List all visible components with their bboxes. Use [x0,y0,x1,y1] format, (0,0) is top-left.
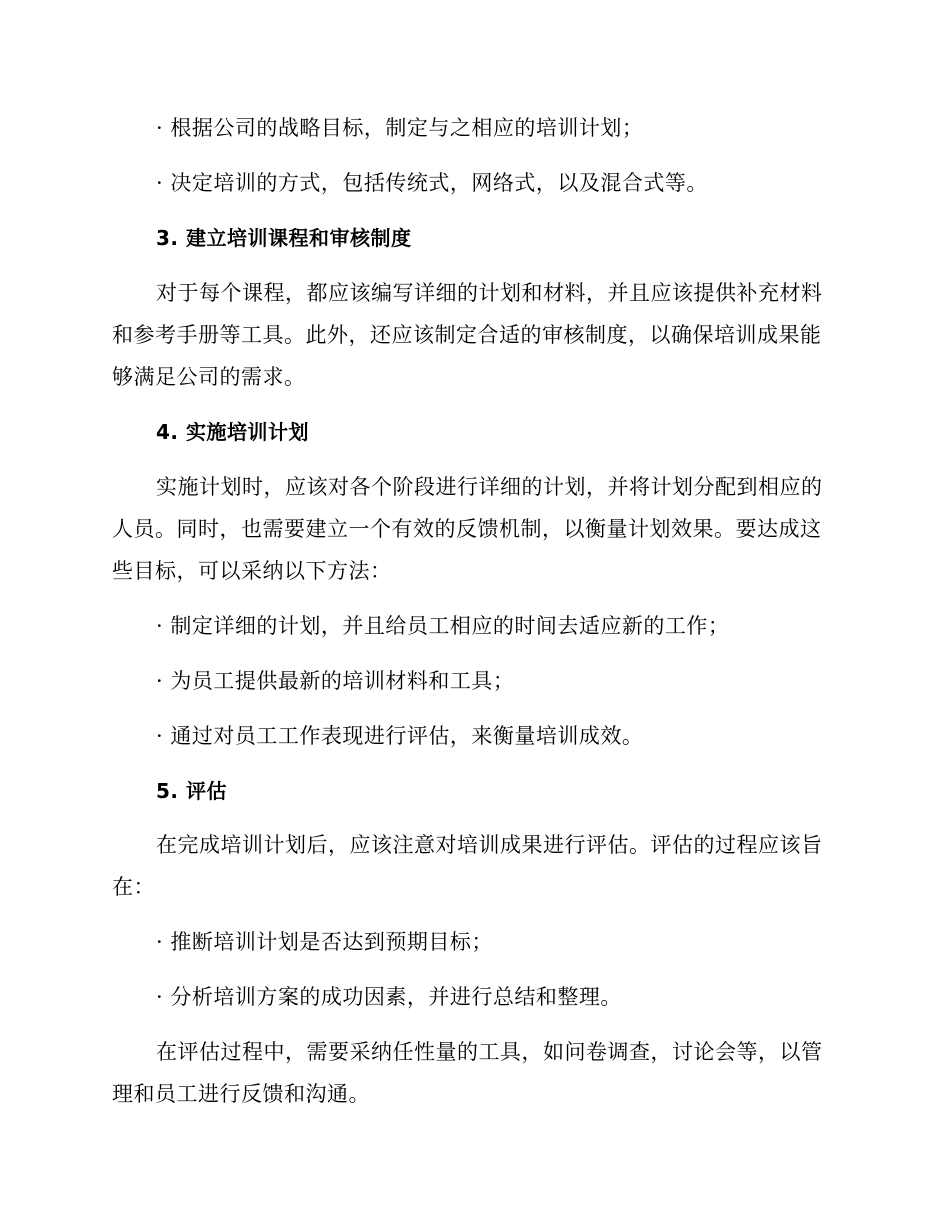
section-heading: 5. 评估 [156,779,227,803]
paragraph-line: 在评估过程中，需要采纳任性量的工具，如问卷调查，讨论会等，以管 [156,1040,823,1064]
paragraph-line: 对于每个课程，都应该编写详细的计划和材料，并且应该提供补充材料 [156,281,823,305]
paragraph-line: 和参考手册等工具。此外，还应该制定合适的审核制度，以确保培训成果能 [112,323,822,347]
bullet-item: · 决定培训的方式，包括传统式，网络式，以及混合式等。 [156,171,708,195]
paragraph-line: 理和员工进行反馈和沟通。 [112,1082,370,1106]
paragraph-line: 些目标，可以采纳以下方法： [112,559,392,583]
bullet-item: · 推断培训计划是否达到预期目标； [156,930,493,954]
section-heading: 4. 实施培训计划 [156,420,309,444]
paragraph-line: 够满足公司的需求。 [112,365,306,389]
paragraph-line: 人员。同时，也需要建立一个有效的反馈机制，以衡量计划效果。要达成这 [112,517,822,541]
bullet-item: · 分析培训方案的成功因素，并进行总结和整理。 [156,985,622,1009]
paragraph-line: 在完成培训计划后，应该注意对培训成果进行评估。评估的过程应该旨 [156,833,823,857]
bullet-item: · 根据公司的战略目标，制定与之相应的培训计划； [156,116,644,140]
bullet-item: · 为员工提供最新的培训材料和工具； [156,669,515,693]
section-heading: 3. 建立培训课程和审核制度 [156,226,412,250]
paragraph-line: 实施计划时，应该对各个阶段进行详细的计划，并将计划分配到相应的 [156,475,823,499]
bullet-item: · 通过对员工工作表现进行评估，来衡量培训成效。 [156,724,644,748]
paragraph-line: 在： [112,875,155,899]
bullet-item: · 制定详细的计划，并且给员工相应的时间去适应新的工作； [156,614,730,638]
